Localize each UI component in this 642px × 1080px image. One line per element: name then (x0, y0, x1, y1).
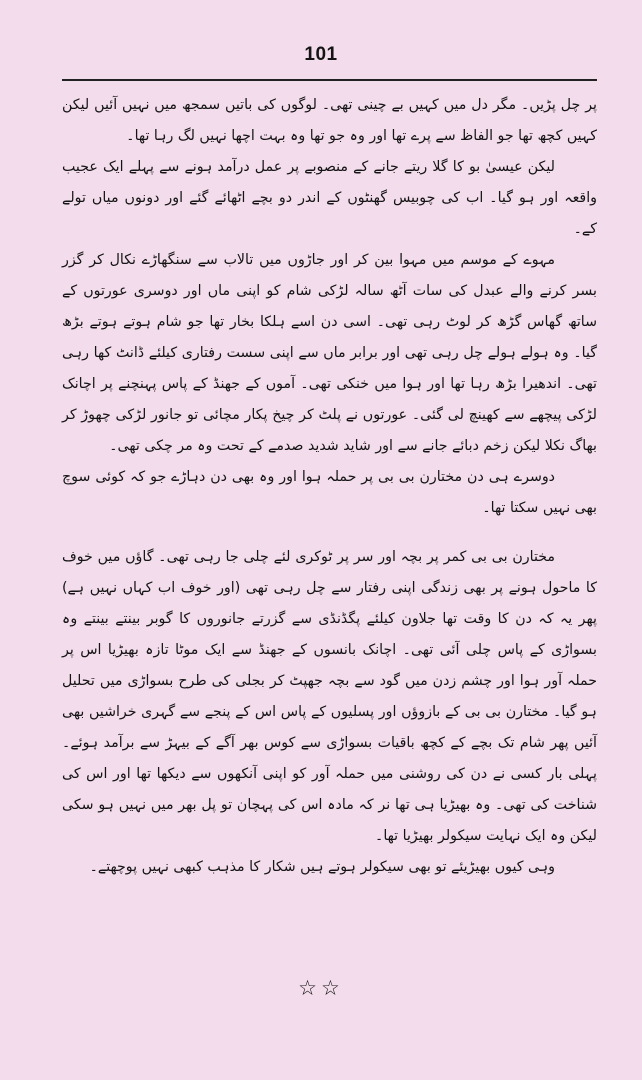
paragraph-1: پر چل پڑیں۔ مگر دل میں کہیں بے چینی تھی۔ لوگوں کی باتیں سمجھ میں نہیں آئیں لیکن کہیں کچھ تھا جو الفاظ سے پرے تھا اور وہ جو تھا وہ بہت اچھا نہیں لگ رہا تھا۔ (62, 97, 597, 144)
paragraph-2: لیکن عیسیٰ بو کا گلا ریتے جانے کے منصوبے پر عمل درآمد ہونے سے پہلے ایک عجیب واقعہ اور ہو گیا۔ اب کی چوبیس گھنٹوں کے اندر دو بچے اٹھائے گئے اور دونوں میاں تولے کے۔ (62, 159, 597, 237)
body-text (62, 90, 597, 883)
paragraph-6: وہی کیوں بھیڑیئے تو بھی سیکولر ہوتے ہیں شکار کا مذہب کبھی نہیں پوچھتے۔ (89, 859, 555, 875)
page-number: 101 (304, 44, 338, 65)
section-end-stars-icon: ☆☆ (298, 976, 344, 1000)
paragraph-4: دوسرے ہی دن مختارن بی بی پر حملہ ہوا اور وہ بھی دن دہاڑے جو کہ کوئی سوچ بھی نہیں سکتا تھا۔ (62, 469, 597, 516)
paragraph-5: مختارن بی بی کمر پر بچہ اور سر پر ٹوکری لئے چلی جا رہی تھی۔ گاؤں میں خوف کا ماحول ہونے پر بھی زندگی اپنی رفتار سے چل رہی تھی (اور خوف اب کہاں نہیں ہے) پھر یہ کہ دن کا وقت تھا جلاون کیلئے پگڈنڈی سے گزرتے جانوروں کا گوبر بینتے بینتے وہ بسواڑی کے پاس چلی آئی تھی۔ اچانک بانسوں کے جھنڈ سے ایک موٹا تازہ بھیڑیا اس پر حملہ آور ہوا اور چشم زدن میں گود سے بچہ جھپٹ کر بجلی کی طرح بسواڑی میں تحلیل ہو گیا۔ مختارن بی بی کے بازوؤں اور پسلیوں کے پاس اس کے پنجے سے گہری خراشیں بھی آئیں پھر شام تک بچے کے کچھ باقیات بسواڑی سے کوس بھر آگے کے بیہڑ سے برآمد ہوئے۔ پہلی بار کسی نے دن کی روشنی میں حملہ آور کو اپنی آنکھوں سے دیکھا تھا اور اس کی شناخت کی تھی۔ وہ بھیڑیا ہی تھا نر کہ مادہ اس کی پہچان تو پل بھر میں نہیں ہو سکی لیکن وہ ایک نہایت سیکولر بھیڑیا تھا۔ (62, 549, 597, 844)
paragraph-3: مہوے کے موسم میں مہوا بین کر اور جاڑوں میں تالاب سے سنگھاڑے نکال کر گزر بسر کرنے والے عبدل کی سات آٹھ سالہ لڑکی شام کو اپنی ماں اور دوسری عورتوں کے ساتھ گھاس گڑھ کر لوٹ رہی تھی۔ اسی دن اسے ہلکا بخار تھا جو شام ہوتے ہوتے بڑھ گیا۔ وہ ہولے ہولے چل رہی تھی اور برابر ماں سے اپنی سست رفتاری کیلئے ڈانٹ کھا رہی تھی۔ اندھیرا بڑھ رہا تھا اور ہوا میں خنکی تھی۔ آموں کے جھنڈ کے پاس پہنچنے پر اچانک لڑکی پیچھے سے کھینچ لی گئی۔ عورتوں نے پلٹ کر چیخ پکار مچائی تو جانور لڑکی چھوڑ کر بھاگ نکلا لیکن زخم دبائے جانے سے اور شاید شدید صدمے کے تحت وہ مر چکی تھی۔ (62, 252, 597, 454)
header-rule (62, 79, 597, 81)
